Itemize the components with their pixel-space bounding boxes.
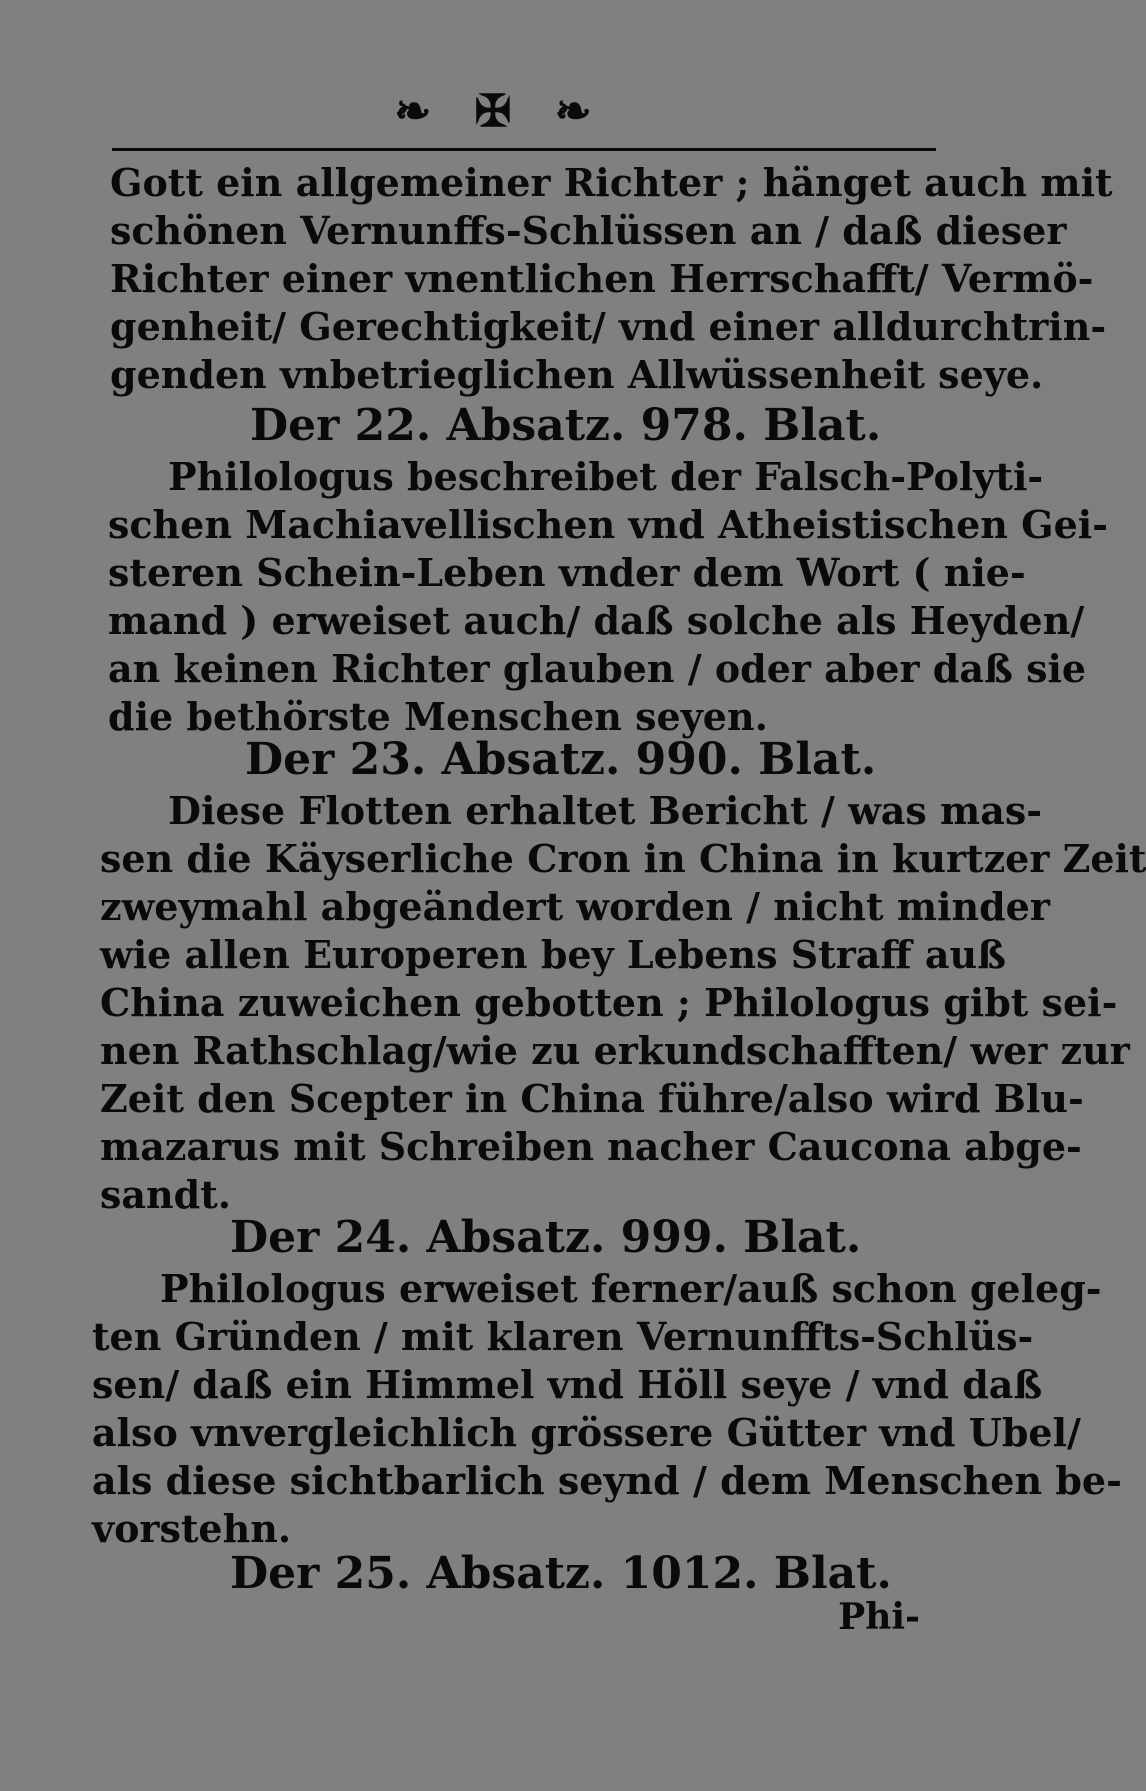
- text-line: ten Gründen / mit klaren Vernunffts-Schlüs-: [92, 1314, 1034, 1359]
- text-line: sen die Käyserliche Cron in China in kurtzer Zeit: [100, 836, 1146, 881]
- section-heading: Der 23. Absatz. 990. Blat.: [245, 734, 877, 785]
- text-line: Richter einer vnentlichen Herrschafft/ Vermö-: [110, 256, 1094, 301]
- text-line: Philologus beschreibet der Falsch-Polyti-: [168, 454, 1044, 499]
- text-line: als diese sichtbarlich seynd / dem Menschen be-: [92, 1458, 1122, 1503]
- text-line: sen/ daß ein Himmel vnd Höll seye / vnd daß: [92, 1362, 1043, 1407]
- text-line: genheit/ Gerechtigkeit/ vnd einer alldurchtrin-: [110, 304, 1107, 349]
- text-line: Gott ein allgemeiner Richter ; hänget auch mit: [110, 160, 1113, 205]
- text-line: an keinen Richter glauben / oder aber daß sie: [108, 646, 1087, 691]
- text-line: steren Schein-Leben vnder dem Wort ( nie-: [108, 550, 1026, 595]
- text-line: schönen Vernunffs-Schlüssen an / daß dieser: [110, 208, 1067, 253]
- text-line: Philologus erweiset ferner/auß schon geleg-: [160, 1266, 1102, 1311]
- text-line: genden vnbetrieglichen Allwüssenheit seye.: [110, 352, 1044, 397]
- text-line: China zuweichen gebotten ; Philologus gibt sei-: [100, 980, 1118, 1025]
- section-heading: Der 24. Absatz. 999. Blat.: [230, 1212, 862, 1263]
- text-line: also vnvergleichlich grössere Gütter vnd Ubel/: [92, 1410, 1081, 1455]
- text-line: mand ) erweiset auch/ daß solche als Heyden/: [108, 598, 1085, 643]
- text-line: vorstehn.: [92, 1506, 292, 1551]
- text-line: nen Rathschlag/wie zu erkundschafften/ wer zur: [100, 1028, 1130, 1073]
- header-ornament: ❧ ✠ ❧: [394, 86, 606, 137]
- text-line: mazarus mit Schreiben nacher Caucona abge-: [100, 1124, 1082, 1169]
- text-line: sandt.: [100, 1172, 231, 1217]
- section-heading: Der 22. Absatz. 978. Blat.: [250, 400, 882, 451]
- text-line: zweymahl abgeändert worden / nicht minder: [100, 884, 1050, 929]
- text-line: die bethörste Menschen seyen.: [108, 694, 768, 739]
- catchword: Phi-: [838, 1596, 920, 1638]
- header-rule: [112, 148, 936, 151]
- text-line: Diese Flotten erhaltet Bericht / was mas-: [168, 788, 1043, 833]
- text-line: Zeit den Scepter in China führe/also wird Blu-: [100, 1076, 1084, 1121]
- section-heading: Der 25. Absatz. 1012. Blat.: [230, 1548, 892, 1599]
- text-line: schen Machiavellischen vnd Atheistischen Gei-: [108, 502, 1108, 547]
- text-line: wie allen Europeren bey Lebens Straff auß: [100, 932, 1006, 977]
